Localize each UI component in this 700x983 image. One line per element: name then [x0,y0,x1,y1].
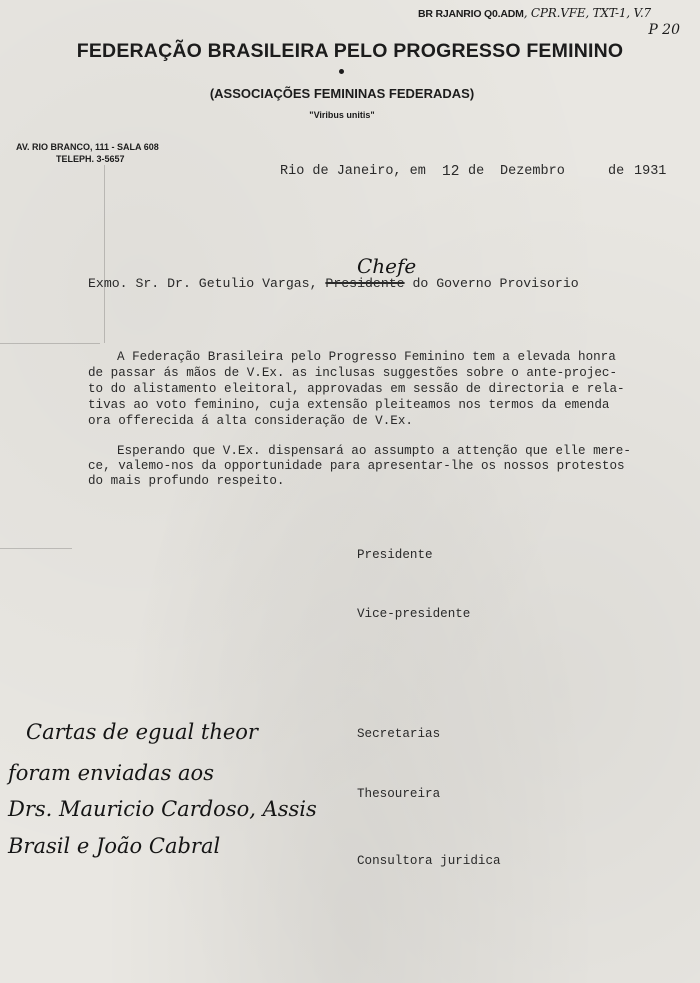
archive-code-handwritten: , CPR.VFE, TXT-1, V.7 [523,6,651,20]
body-line: ora offerecida á alta consideração de V.Ex. [88,414,413,428]
struck-title: Presidente [325,276,405,291]
date-year: 1931 [634,164,667,179]
body-line: tivas ao voto feminino, cuja extensão pleiteamos nos termos da emenda [88,398,610,412]
organization-motto: "Viribus unitis" [309,110,375,120]
archive-code-typed: BR RJANRIO Q0.ADM [418,8,524,20]
date-day: 12 [442,164,460,180]
fold-mark [0,548,72,549]
archive-code [418,6,651,20]
organization-subtitle: (ASSOCIAÇÕES FEMININAS FEDERADAS) [209,86,475,101]
date-preposition: de [468,164,485,179]
signature-role-vice-president: Vice-presidente [357,607,471,621]
body-line: do mais profundo respeito. [88,474,285,488]
fold-mark [104,165,105,343]
handwritten-note-line: Cartas de egual theor [26,720,258,744]
fold-mark [0,343,100,344]
body-line: ce, valemo-nos da opportunidade para apresentar-lhe os nossos protestos [88,459,625,473]
bullet-dot-icon [339,69,344,74]
addressee-prefix: Exmo. Sr. Dr. Getulio Vargas, [88,276,326,291]
organization-name: FEDERAÇÃO BRASILEIRA PELO PROGRESSO FEMININO [76,40,624,62]
body-line: de passar ás mãos de V.Ex. as inclusas suggestões sobre o ante-projec- [88,366,618,380]
date-place: Rio de Janeiro, em [280,164,426,179]
addressee-line [88,276,579,291]
body-line: A Federação Brasileira pelo Progresso Feminino tem a elevada honra [117,350,616,364]
body-line: to do alistamento eleitoral, approvadas em sessão de directoria e rela- [88,382,625,396]
handwritten-correction: Chefe [357,254,417,278]
signature-role-secretaries: Secretarias [357,727,441,741]
body-line: Esperando que V.Ex. dispensará ao assumpto a attenção que elle mere- [117,444,631,458]
date-preposition: de [608,164,625,179]
signature-role-treasurer: Thesoureira [357,787,441,801]
handwritten-note-line: Drs. Mauricio Cardoso, Assis [8,797,317,821]
signature-role-legal-counsel: Consultora juridica [357,854,501,868]
addressee-suffix: do Governo Provisorio [404,276,579,291]
handwritten-note-line: foram enviadas aos [8,761,214,785]
folio-number: P 20 [648,22,680,38]
phone-line: TELEPH. 3-5657 [56,154,125,164]
handwritten-note-line: Brasil e João Cabral [8,834,221,858]
signature-role-president: Presidente [357,548,433,562]
address-line: AV. RIO BRANCO, 111 - SALA 608 [16,142,159,152]
date-month: Dezembro [500,164,565,179]
